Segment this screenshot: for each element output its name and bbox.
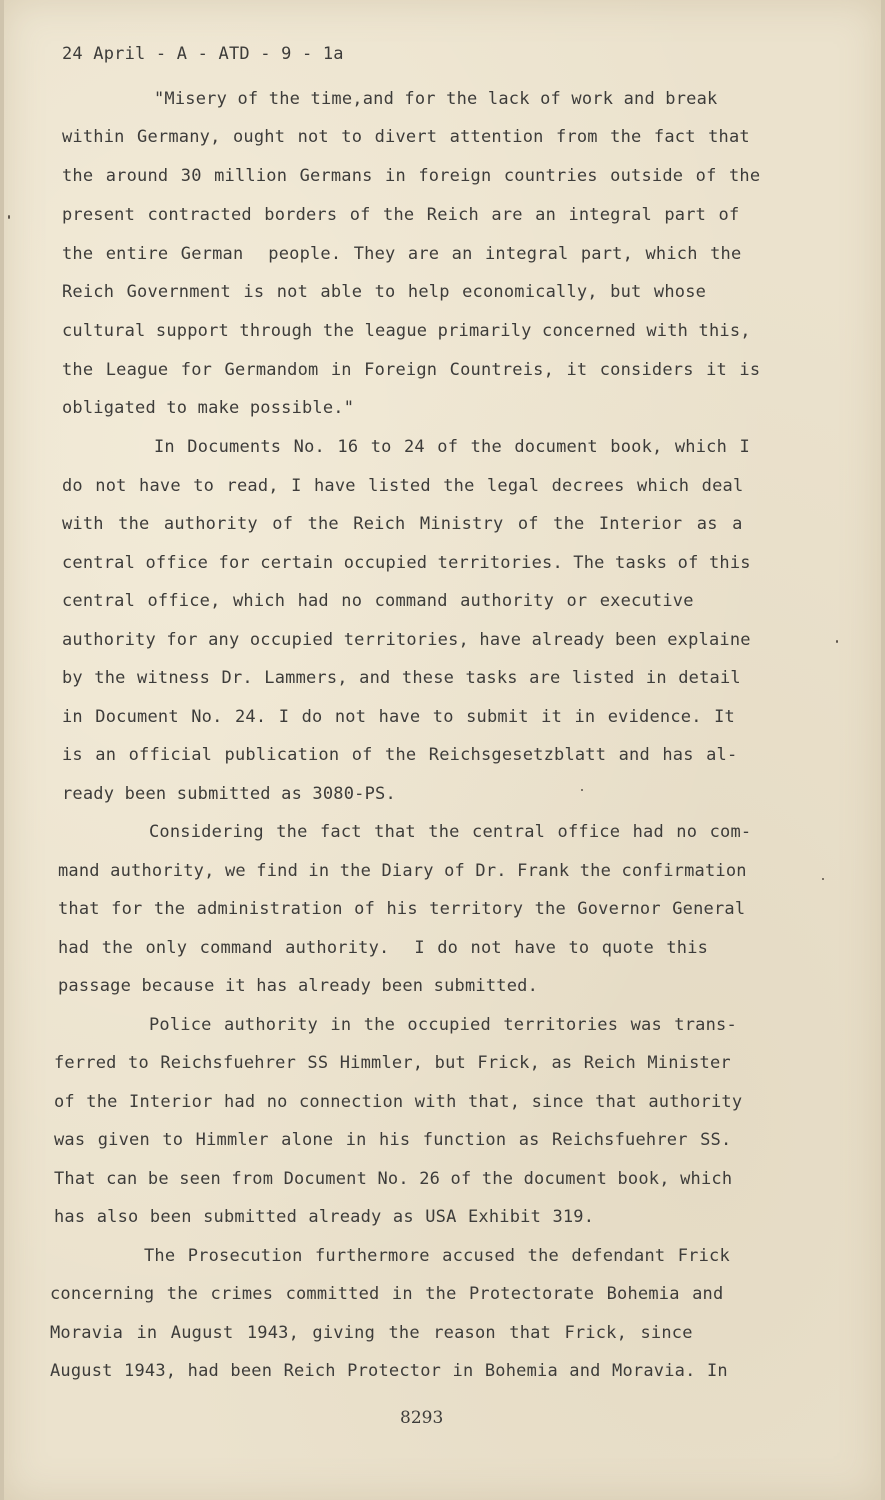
text-line: the around 30 million Germans in foreign countries outside of the (62, 166, 761, 186)
text-line: Considering the fact that the central office had no com- (149, 822, 752, 842)
text-line: within Germany, ought not to divert attention from the fact that (62, 127, 750, 147)
text-line: the entire German people. They are an integral part, which the (62, 244, 742, 264)
text-line: cultural support through the league primarily concerned with this, (62, 321, 751, 341)
text-line: obligated to make possible." (62, 398, 355, 418)
text-line: of the Interior had no connection with that, since that authority (54, 1092, 743, 1112)
text-line: In Documents No. 16 to 24 of the document book, which I (154, 437, 750, 457)
text-line: The Prosecution furthermore accused the defendant Frick (144, 1246, 730, 1266)
text-line: "Misery of the time,and for the lack of work and break (154, 89, 718, 109)
text-line: was given to Himmler alone in his function as Reichsfuehrer SS. (54, 1130, 732, 1150)
paper-speck (581, 789, 583, 791)
text-line: Police authority in the occupied territories was trans- (149, 1015, 737, 1035)
paper-speck (822, 878, 824, 880)
text-line: authority for any occupied territories, have already been explaine (62, 630, 751, 650)
text-line: August 1943, had been Reich Protector in Bohemia and Moravia. In (50, 1361, 728, 1381)
text-line: is an official publication of the Reichsgesetzblatt and has al- (62, 745, 738, 765)
text-line: in Document No. 24. I do not have to submit it in evidence. It (62, 707, 735, 727)
text-line: present contracted borders of the Reich are an integral part of (62, 205, 740, 225)
text-line: the League for Germandom in Foreign Countreis, it considers it is (62, 360, 761, 380)
text-line: central office, which had no command authority or executive (62, 591, 694, 611)
text-line: mand authority, we find in the Diary of Dr. Frank the confirmation (58, 861, 747, 881)
paper-speck (8, 215, 10, 219)
text-line: with the authority of the Reich Ministry of the Interior as a (62, 514, 743, 534)
document-page (4, 0, 881, 1500)
text-line: has also been submitted already as USA Exhibit 319. (54, 1207, 595, 1227)
text-line: had the only command authority. I do not have to quote this (58, 938, 709, 958)
text-line: ferred to Reichsfuehrer SS Himmler, but Frick, as Reich Minister (54, 1053, 731, 1073)
text-line: Moravia in August 1943, giving the reason that Frick, since (50, 1323, 693, 1343)
text-line: passage because it has already been submitted. (58, 976, 539, 996)
text-line: do not have to read, I have listed the legal decrees which deal (62, 476, 744, 496)
text-line: central office for certain occupied territories. The tasks of this (62, 553, 751, 573)
text-line: ready been submitted as 3080-PS. (62, 784, 396, 804)
text-line: That can be seen from Document No. 26 of the document book, which (54, 1169, 733, 1189)
text-line: that for the administration of his territory the Governor General (58, 899, 746, 919)
text-line: Reich Government is not able to help economically, but whose (62, 282, 707, 302)
paper-speck (836, 640, 838, 643)
document-reference-header: 24 April - A - ATD - 9 - 1a (62, 44, 344, 64)
text-line: concerning the crimes committed in the Protectorate Bohemia and (50, 1284, 724, 1304)
page-number: 8293 (400, 1408, 444, 1428)
text-line: by the witness Dr. Lammers, and these tasks are listed in detail (62, 668, 741, 688)
